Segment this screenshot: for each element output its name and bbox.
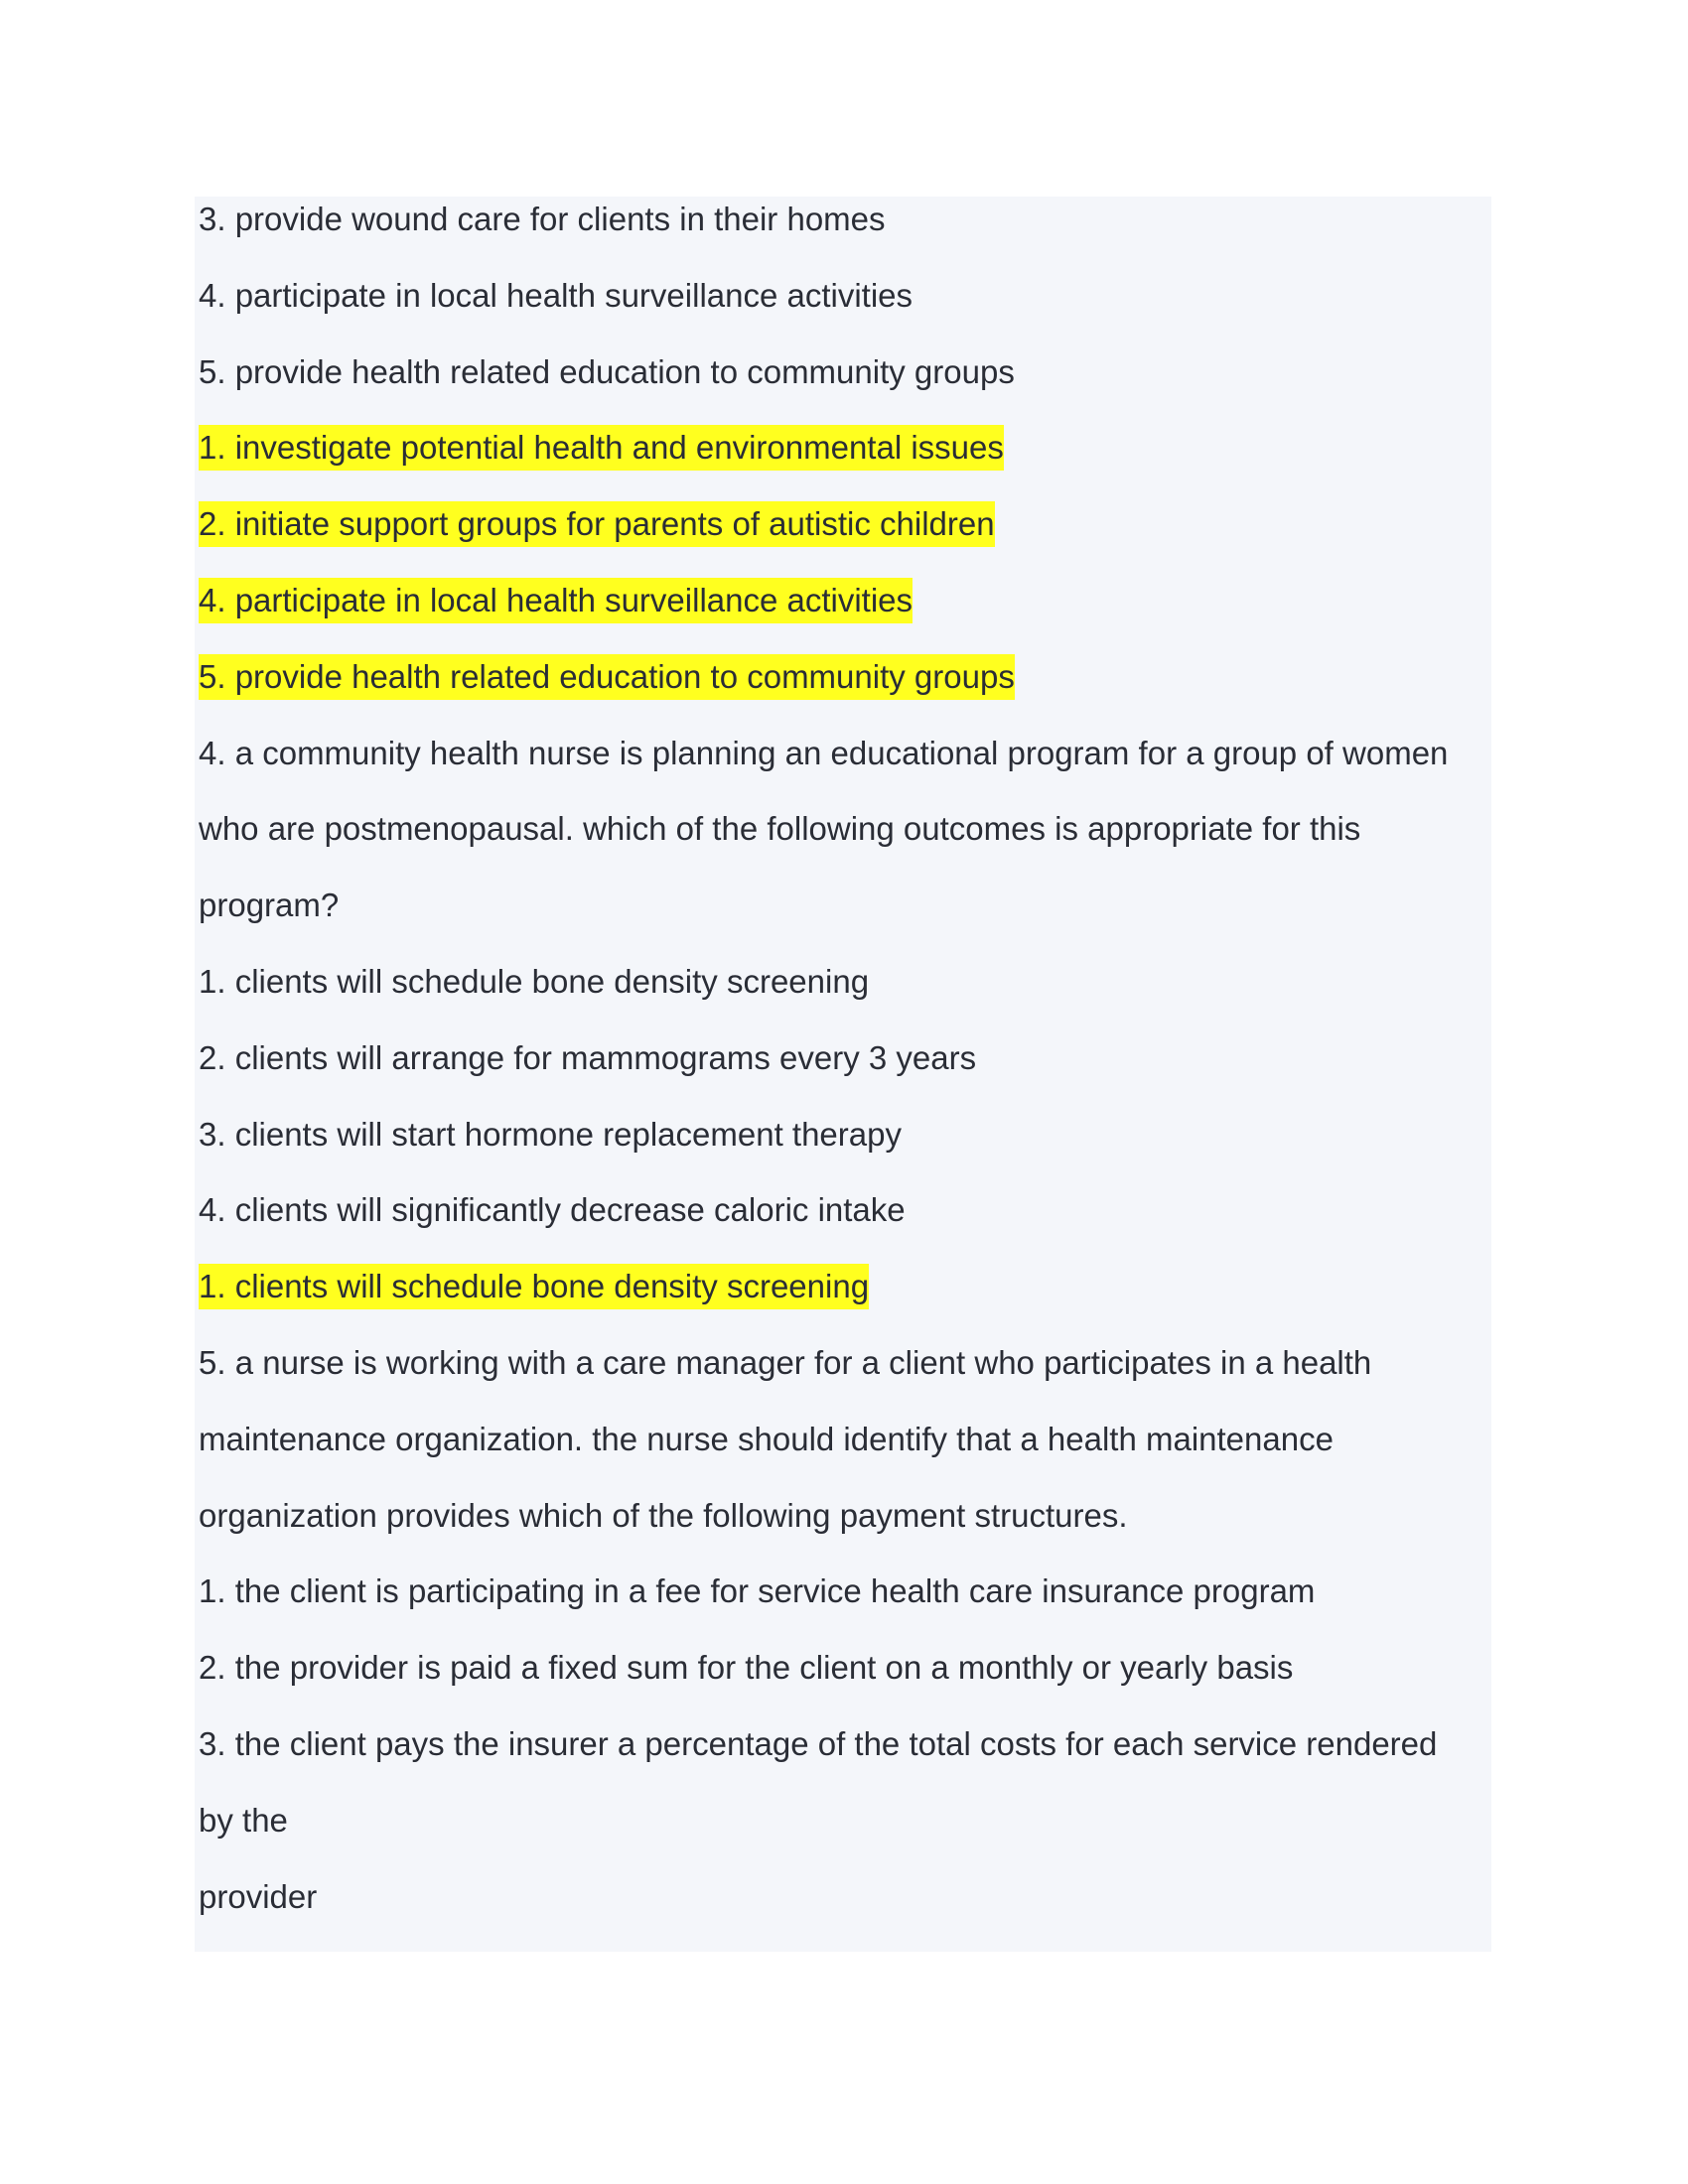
option-line xyxy=(199,1187,1485,1264)
line-text: 5. provide health related education to community groups xyxy=(199,352,1015,390)
option-line xyxy=(199,1874,1485,1951)
option-line xyxy=(199,1112,1485,1188)
option-line xyxy=(199,959,1485,1035)
option-line xyxy=(199,1569,1485,1645)
line-text: 2. the provider is paid a fixed sum for the client on a monthly or yearly basis xyxy=(199,1649,1294,1687)
option-line xyxy=(199,1798,1485,1874)
text-line xyxy=(199,197,1485,273)
line-text: 4. participate in local health surveillance activities xyxy=(199,276,914,314)
question-line xyxy=(199,1340,1485,1417)
line-text: 4. clients will significantly decrease caloric intake xyxy=(199,1191,906,1229)
line-text: 4. participate in local health surveillance activities xyxy=(199,578,913,623)
question-line xyxy=(199,1417,1485,1493)
line-text: 3. clients will start hormone replacement therapy xyxy=(199,1115,902,1153)
line-text: 3. the client pays the insurer a percentage of the total costs for each service rendered xyxy=(199,1724,1438,1762)
text-line xyxy=(199,273,1485,349)
option-line xyxy=(199,1721,1485,1798)
highlighted-answer-line xyxy=(199,578,1485,654)
line-text: 1. clients will schedule bone density screening xyxy=(199,1264,869,1309)
question-line xyxy=(199,806,1485,883)
line-text: 2. clients will arrange for mammograms every 3 years xyxy=(199,1038,977,1076)
line-text: 1. investigate potential health and environmental issues xyxy=(199,425,1004,471)
highlighted-answer-line xyxy=(199,501,1485,578)
option-line xyxy=(199,1035,1485,1112)
line-text: 1. the client is participating in a fee for service health care insurance program xyxy=(199,1572,1316,1610)
line-text: 4. a community health nurse is planning an educational program for a group of women xyxy=(199,734,1449,771)
question-line xyxy=(199,1493,1485,1570)
line-text: provider xyxy=(199,1877,318,1915)
line-text: by the xyxy=(199,1801,288,1839)
highlighted-answer-line xyxy=(199,1264,1485,1340)
text-line xyxy=(199,349,1485,426)
question-line xyxy=(199,883,1485,959)
line-text: 2. initiate support groups for parents of autistic children xyxy=(199,501,995,547)
line-text: program? xyxy=(199,887,340,924)
document-body xyxy=(199,197,1485,1950)
question-line xyxy=(199,731,1485,807)
highlighted-answer-line xyxy=(199,654,1485,731)
option-line xyxy=(199,1645,1485,1721)
line-text: 3. provide wound care for clients in their homes xyxy=(199,201,886,237)
line-text: who are postmenopausal. which of the following outcomes is appropriate for this xyxy=(199,810,1361,848)
line-text: 1. clients will schedule bone density screening xyxy=(199,962,870,1000)
highlighted-answer-line xyxy=(199,425,1485,501)
line-text: 5. a nurse is working with a care manager for a client who participates in a health xyxy=(199,1343,1372,1381)
line-text: organization provides which of the following payment structures. xyxy=(199,1496,1128,1534)
line-text: maintenance organization. the nurse should identify that a health maintenance xyxy=(199,1420,1334,1457)
line-text: 5. provide health related education to community groups xyxy=(199,654,1015,700)
